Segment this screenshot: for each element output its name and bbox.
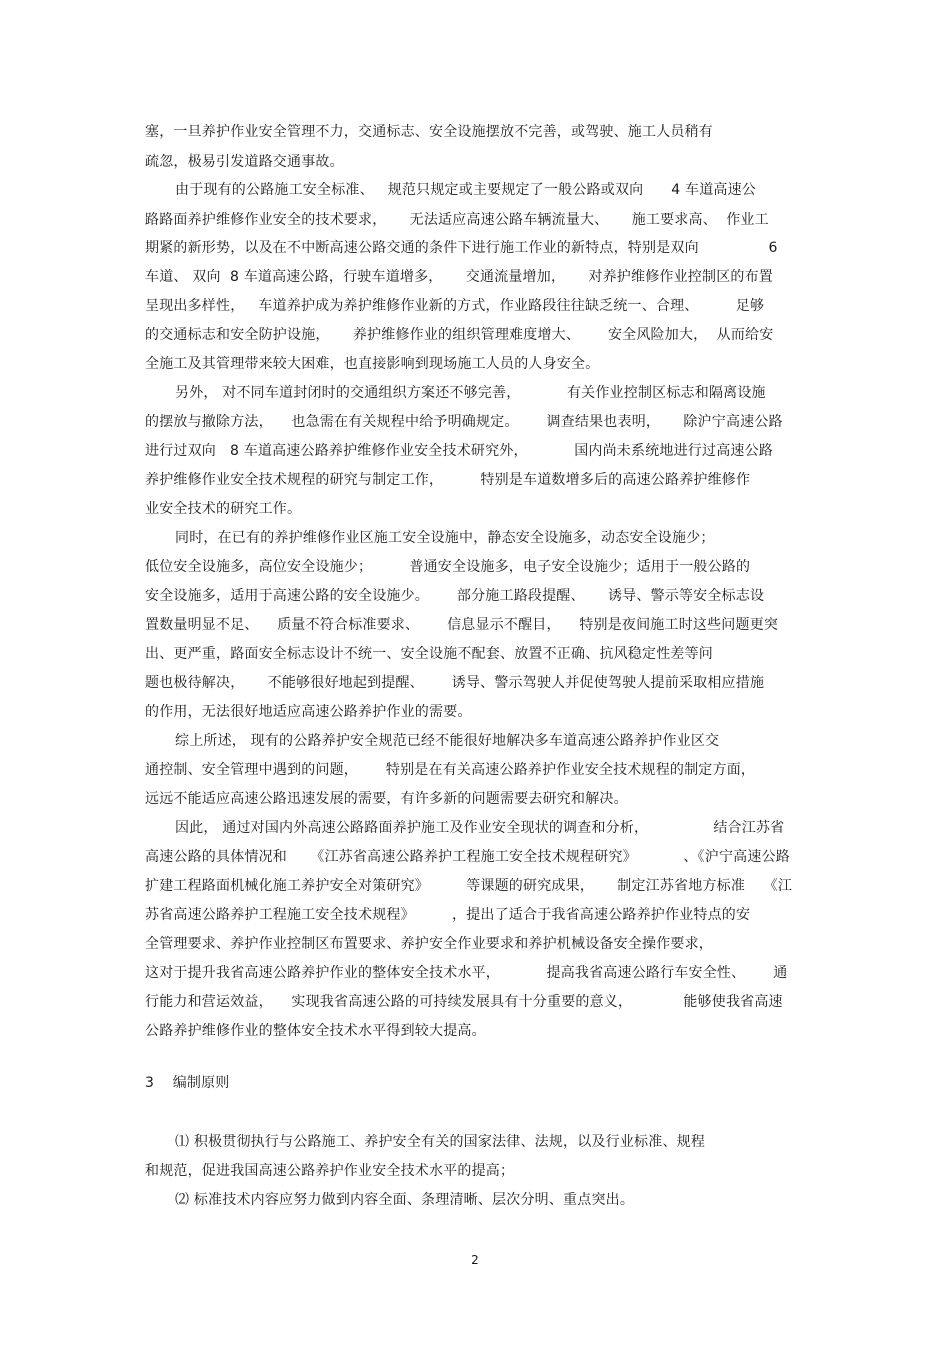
text-line: 这对于提升我省高速公路养护作业的整体安全技术水平， 提高我省高速公路行车安全性、 通 <box>145 965 788 981</box>
page-number: 2 <box>471 1253 479 1267</box>
text-line: 题也极待解决， 不能够很好地起到提醒、 诱导、警示驾驶人并促使驾驶人提前采取相应措施 <box>145 675 765 691</box>
text-line: 由于现有的公路施工安全标准、 规范只规定或主要规定了一般公路或双向 4 车道高速公 <box>175 182 757 198</box>
text-line: 车道、 双向 8 车道高速公路，行驶车道增多， 交通流量增加， 对养护维修作业控制区的布置 <box>145 269 774 285</box>
text-line: 的交通标志和安全防护设施， 养护维修作业的组织管理难度增大、 安全风险加大， 从而给安 <box>145 327 774 343</box>
text-line: 养护维修作业安全技术规程的研究与制定工作， 特别是车道数增多后的高速公路养护维修作 <box>145 472 751 488</box>
text-line: 高速公路的具体情况和 《江苏省高速公路养护工程施工安全技术规程研究》 、《沪宁高速公路 <box>145 849 790 865</box>
text-line: 业安全技术的研究工作。 <box>145 501 302 517</box>
text-line: 因此， 通过对国内外高速公路路面养护施工及作业安全现状的调查和分析， 结合江苏省 <box>175 820 785 836</box>
text-line: 和规范，促进我国高速公路养护作业安全技术水平的提高； <box>145 1163 515 1179</box>
text-line: 疏忽，极易引发道路交通事故。 <box>145 154 344 170</box>
text-line: 路路面养护维修作业安全的技术要求， 无法适应高速公路车辆流量大、 施工要求高、 作业工 <box>145 212 769 228</box>
text-line: 全施工及其管理带来较大困难，也直接影响到现场施工人员的人身安全。 <box>145 356 600 372</box>
text-line: 呈现出多样性， 车道养护成为养护维修作业新的方式，作业路段往往缺乏统一、合理、 足够 <box>145 298 765 314</box>
text-line: 安全设施多，适用于高速公路的安全设施少。 部分施工路段提醒、 诱导、警示等安全标志设 <box>145 588 765 604</box>
text-line: ⑵ 标准技术内容应努力做到内容全面、条理清晰、层次分明、重点突出。 <box>175 1192 635 1208</box>
text-line: 的作用，无法很好地适应高速公路养护作业的需要。 <box>145 704 472 720</box>
text-line: ⑴ 积极贯彻执行与公路施工、养护安全有关的国家法律、法规，以及行业标准、规程 <box>175 1134 706 1150</box>
text-line: 进行过双向 8 车道高速公路养护维修作业安全技术研究外， 国内尚未系统地进行过高速公路 <box>145 443 774 459</box>
text-line: 低位安全设施多，高位安全设施少； 普通安全设施多，电子安全设施少；适用于一般公路的 <box>145 559 751 575</box>
text-line: 远远不能适应高速公路迅速发展的需要，有许多新的问题需要去研究和解决。 <box>145 791 628 807</box>
text-line: 出、更严重，路面安全标志设计不统一、安全设施不配套、放置不正确、抗风稳定性差等问 <box>145 646 713 662</box>
text-line: 苏省高速公路养护工程施工安全技术规程》 ，提出了适合于我省高速公路养护作业特点的安 <box>145 907 751 923</box>
text-line: 置数量明显不足、 质量不符合标准要求、 信息显示不醒目， 特别是夜间施工时这些问题更突 <box>145 617 779 633</box>
text-line: 全管理要求、养护作业控制区布置要求、养护安全作业要求和养护机械设备安全操作要求， <box>145 936 713 952</box>
text-line: 公路养护维修作业的整体安全技术水平得到较大提高。 <box>145 1023 486 1039</box>
text-line: 综上所述， 现有的公路养护安全规范已经不能很好地解决多车道高速公路养护作业区交 <box>175 733 720 749</box>
text-line: 行能力和营运效益， 实现我省高速公路的可持续发展具有十分重要的意义， 能够使我省高速 <box>145 994 783 1010</box>
text-line: 通控制、安全管理中遇到的问题， 特别是在有关高速公路养护作业安全技术规程的制定方面， <box>145 762 756 778</box>
text-line: 另外， 对不同车道封闭时的交通组织方案还不够完善， 有关作业控制区标志和隔离设施 <box>175 385 766 401</box>
text-line: 扩建工程路面机械化施工养护安全对策研究》 等课题的研究成果， 制定江苏省地方标准 《江 <box>145 878 793 894</box>
text-line: 的摆放与撤除方法， 也急需在有关规程中给予明确规定。 调查结果也表明， 除沪宁高速公路 <box>145 414 783 430</box>
text-line: 塞，一旦养护作业安全管理不力，交通标志、安全设施摆放不完善，或驾驶、施工人员稍有 <box>145 124 713 140</box>
text-line: 期紧的新形势，以及在不中断高速公路交通的条件下进行施工作业的新特点，特别是双向 6 <box>145 240 778 256</box>
text-line: 同时，在已有的养护维修作业区施工安全设施中，静态安全设施多，动态安全设施少； <box>175 530 715 546</box>
section-heading: 3 编制原则 <box>145 1075 230 1091</box>
